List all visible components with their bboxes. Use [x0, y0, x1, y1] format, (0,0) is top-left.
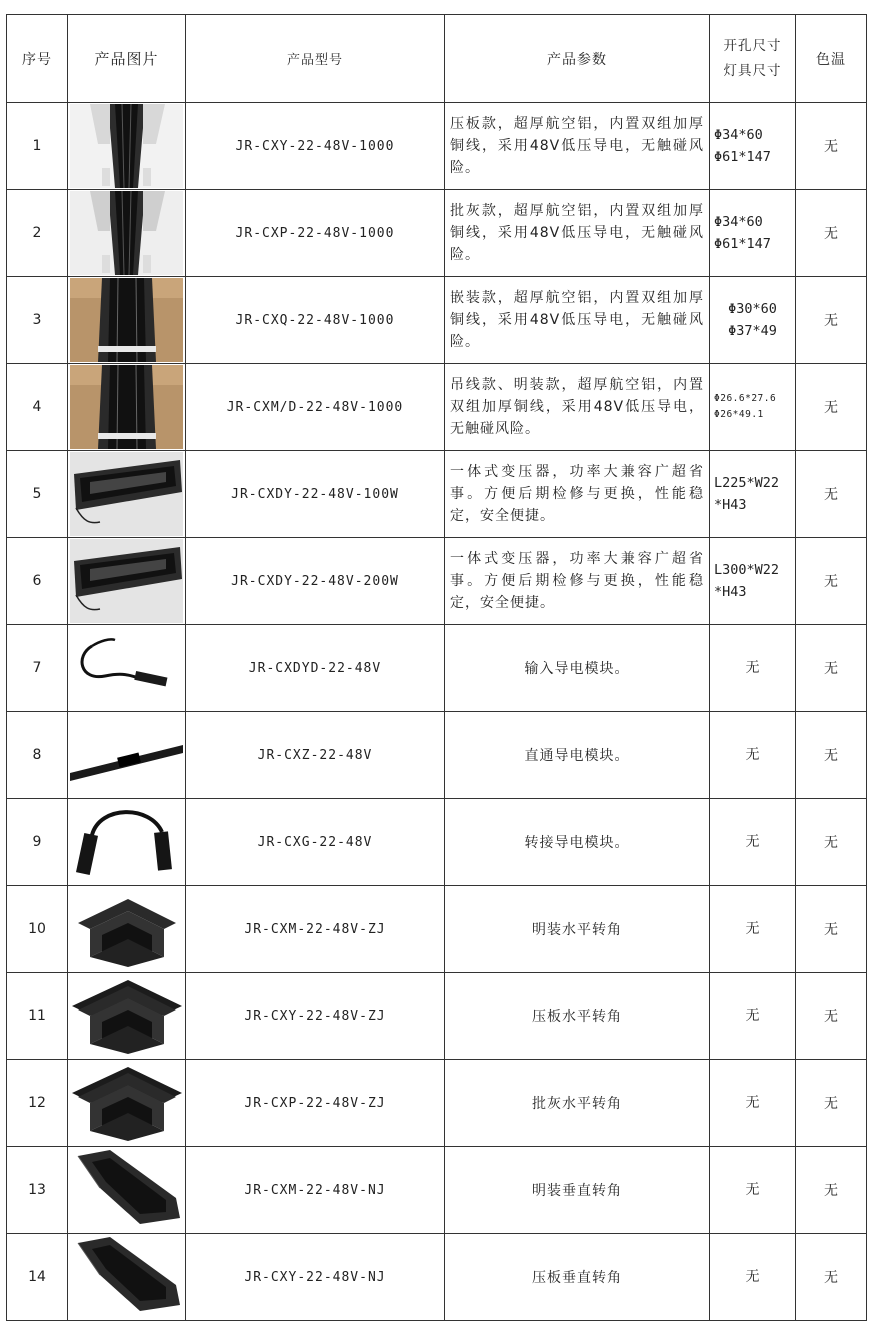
product-photo	[68, 365, 185, 449]
cell-product-image	[68, 190, 186, 277]
size-value	[710, 391, 795, 423]
size-value	[710, 472, 795, 516]
params-text: 批灰款，超厚航空铝，内置双组加厚铜线，采用48V低压导电，无触碰风险。	[450, 203, 704, 263]
cell-model: JR-CXY-22-48V-ZJ	[186, 973, 445, 1060]
params-text: 吊线款、明装款，超厚航空铝，内置双组加厚铜线，采用48V低压导电，无触碰风险。	[450, 377, 704, 437]
product-spec-table	[6, 14, 867, 1321]
cell-product-image	[68, 1147, 186, 1234]
product-photo	[68, 800, 185, 884]
cell-no: 14	[7, 1234, 68, 1321]
cell-color-temp: 无	[796, 1147, 867, 1234]
cell-color-temp: 无	[796, 712, 867, 799]
header-no: 序号	[7, 15, 68, 103]
cell-size	[710, 625, 796, 712]
cell-color-temp: 无	[796, 886, 867, 973]
cell-no: 1	[7, 103, 68, 190]
params-text: 直通导电模块。	[524, 748, 630, 764]
cell-color-temp: 无	[796, 1234, 867, 1321]
cell-size	[710, 799, 796, 886]
cell-color-temp: 无	[796, 1060, 867, 1147]
cell-params	[445, 190, 710, 277]
cell-size	[710, 103, 796, 190]
cell-model: JR-CXM-22-48V-ZJ	[186, 886, 445, 973]
params-text: 批灰水平转角	[532, 1096, 622, 1112]
cell-size	[710, 886, 796, 973]
cell-color-temp: 无	[796, 538, 867, 625]
header-size-line1: 开孔尺寸	[723, 37, 782, 54]
cell-product-image	[68, 1234, 186, 1321]
cell-no: 8	[7, 712, 68, 799]
cell-color-temp: 无	[796, 190, 867, 277]
cell-color-temp: 无	[796, 364, 867, 451]
product-photo	[68, 974, 185, 1058]
cell-size	[710, 973, 796, 1060]
size-value	[710, 124, 795, 168]
table-row	[7, 886, 867, 973]
cell-params	[445, 364, 710, 451]
table-row	[7, 538, 867, 625]
cell-model: JR-CXP-22-48V-ZJ	[186, 1060, 445, 1147]
product-spec-table-container	[6, 14, 867, 1321]
cell-color-temp: 无	[796, 625, 867, 712]
cell-size	[710, 190, 796, 277]
cell-params	[445, 625, 710, 712]
cell-model: JR-CXP-22-48V-1000	[186, 190, 445, 277]
table-row	[7, 799, 867, 886]
cell-size	[710, 364, 796, 451]
size-value	[710, 211, 795, 255]
cell-size	[710, 1234, 796, 1321]
cell-params	[445, 799, 710, 886]
product-photo	[68, 713, 185, 797]
product-photo	[68, 1235, 185, 1319]
cell-no: 9	[7, 799, 68, 886]
size-line2: *H43	[714, 497, 747, 513]
size-line2: Φ37*49	[728, 323, 777, 339]
cell-product-image	[68, 712, 186, 799]
cell-size	[710, 451, 796, 538]
cell-no: 4	[7, 364, 68, 451]
product-photo	[68, 278, 185, 362]
table-row	[7, 712, 867, 799]
product-photo	[68, 539, 185, 623]
size-line1: Φ34*60	[714, 214, 763, 230]
cell-no: 5	[7, 451, 68, 538]
cell-model: JR-CXDY-22-48V-100W	[186, 451, 445, 538]
params-text: 嵌装款，超厚航空铝，内置双组加厚铜线，采用48V低压导电，无触碰风险。	[450, 290, 704, 350]
cell-color-temp: 无	[796, 451, 867, 538]
table-row	[7, 364, 867, 451]
size-value: 无	[745, 747, 760, 763]
cell-no: 3	[7, 277, 68, 364]
size-value	[710, 559, 795, 603]
cell-model: JR-CXDYD-22-48V	[186, 625, 445, 712]
cell-no: 6	[7, 538, 68, 625]
size-line2: Φ26*49.1	[714, 409, 764, 420]
size-value: 无	[745, 1182, 760, 1198]
cell-model: JR-CXM-22-48V-NJ	[186, 1147, 445, 1234]
cell-params	[445, 1060, 710, 1147]
cell-product-image	[68, 886, 186, 973]
cell-no: 13	[7, 1147, 68, 1234]
cell-product-image	[68, 277, 186, 364]
cell-product-image	[68, 364, 186, 451]
cell-product-image	[68, 538, 186, 625]
cell-params	[445, 712, 710, 799]
cell-params	[445, 277, 710, 364]
cell-params	[445, 451, 710, 538]
header-image: 产品图片	[68, 15, 186, 103]
cell-product-image	[68, 799, 186, 886]
cell-model: JR-CXQ-22-48V-1000	[186, 277, 445, 364]
size-value	[710, 298, 795, 342]
cell-product-image	[68, 451, 186, 538]
table-row	[7, 1234, 867, 1321]
size-value: 无	[745, 921, 760, 937]
cell-product-image	[68, 625, 186, 712]
table-row	[7, 277, 867, 364]
params-text: 转接导电模块。	[524, 835, 630, 851]
cell-params	[445, 1147, 710, 1234]
cell-no: 7	[7, 625, 68, 712]
cell-no: 12	[7, 1060, 68, 1147]
params-text: 一体式变压器，功率大兼容广超省事。方便后期检修与更换，性能稳定，安全便捷。	[450, 464, 704, 524]
product-photo	[68, 191, 185, 275]
params-text: 一体式变压器，功率大兼容广超省事。方便后期检修与更换，性能稳定，安全便捷。	[450, 551, 704, 611]
header-params: 产品参数	[445, 15, 710, 103]
table-header-row	[7, 15, 867, 103]
cell-color-temp: 无	[796, 799, 867, 886]
cell-model: JR-CXM/D-22-48V-1000	[186, 364, 445, 451]
header-size	[710, 15, 796, 103]
header-model: 产品型号	[186, 15, 445, 103]
params-text: 明装水平转角	[532, 922, 622, 938]
cell-model: JR-CXZ-22-48V	[186, 712, 445, 799]
params-text: 压板款，超厚航空铝，内置双组加厚铜线，采用48V低压导电，无触碰风险。	[450, 116, 704, 176]
product-photo	[68, 1061, 185, 1145]
cell-params	[445, 886, 710, 973]
table-row	[7, 190, 867, 277]
size-value: 无	[745, 1269, 760, 1285]
cell-model: JR-CXG-22-48V	[186, 799, 445, 886]
params-text: 明装垂直转角	[532, 1183, 622, 1199]
size-line1: Φ26.6*27.6	[714, 393, 777, 404]
size-value: 无	[745, 834, 760, 850]
cell-size	[710, 538, 796, 625]
cell-product-image	[68, 1060, 186, 1147]
table-row	[7, 1060, 867, 1147]
table-row	[7, 973, 867, 1060]
params-text: 压板垂直转角	[532, 1270, 622, 1286]
params-text: 压板水平转角	[532, 1009, 622, 1025]
product-photo	[68, 1148, 185, 1232]
cell-product-image	[68, 103, 186, 190]
size-line2: *H43	[714, 584, 747, 600]
size-line2: Φ61*147	[714, 149, 771, 165]
size-value: 无	[745, 1008, 760, 1024]
cell-color-temp: 无	[796, 973, 867, 1060]
params-text: 输入导电模块。	[524, 661, 630, 677]
size-line2: Φ61*147	[714, 236, 771, 252]
cell-size	[710, 1147, 796, 1234]
cell-no: 10	[7, 886, 68, 973]
size-line1: L225*W22	[714, 475, 780, 491]
size-line1: Φ30*60	[728, 301, 777, 317]
cell-params	[445, 103, 710, 190]
cell-model: JR-CXY-22-48V-1000	[186, 103, 445, 190]
cell-params	[445, 973, 710, 1060]
cell-params	[445, 1234, 710, 1321]
table-row	[7, 103, 867, 190]
cell-product-image	[68, 973, 186, 1060]
cell-no: 11	[7, 973, 68, 1060]
cell-model: JR-CXDY-22-48V-200W	[186, 538, 445, 625]
size-value: 无	[745, 1095, 760, 1111]
product-photo	[68, 104, 185, 188]
table-row	[7, 1147, 867, 1234]
size-line1: Φ34*60	[714, 127, 763, 143]
header-color-temp: 色温	[796, 15, 867, 103]
product-photo	[68, 452, 185, 536]
size-value: 无	[745, 660, 760, 676]
cell-params	[445, 538, 710, 625]
cell-model: JR-CXY-22-48V-NJ	[186, 1234, 445, 1321]
header-size-line2: 灯具尺寸	[723, 62, 782, 79]
cell-color-temp: 无	[796, 277, 867, 364]
product-photo	[68, 626, 185, 710]
product-photo	[68, 887, 185, 971]
table-row	[7, 451, 867, 538]
cell-color-temp: 无	[796, 103, 867, 190]
table-row	[7, 625, 867, 712]
cell-size	[710, 277, 796, 364]
cell-no: 2	[7, 190, 68, 277]
cell-size	[710, 712, 796, 799]
size-line1: L300*W22	[714, 562, 780, 578]
cell-size	[710, 1060, 796, 1147]
